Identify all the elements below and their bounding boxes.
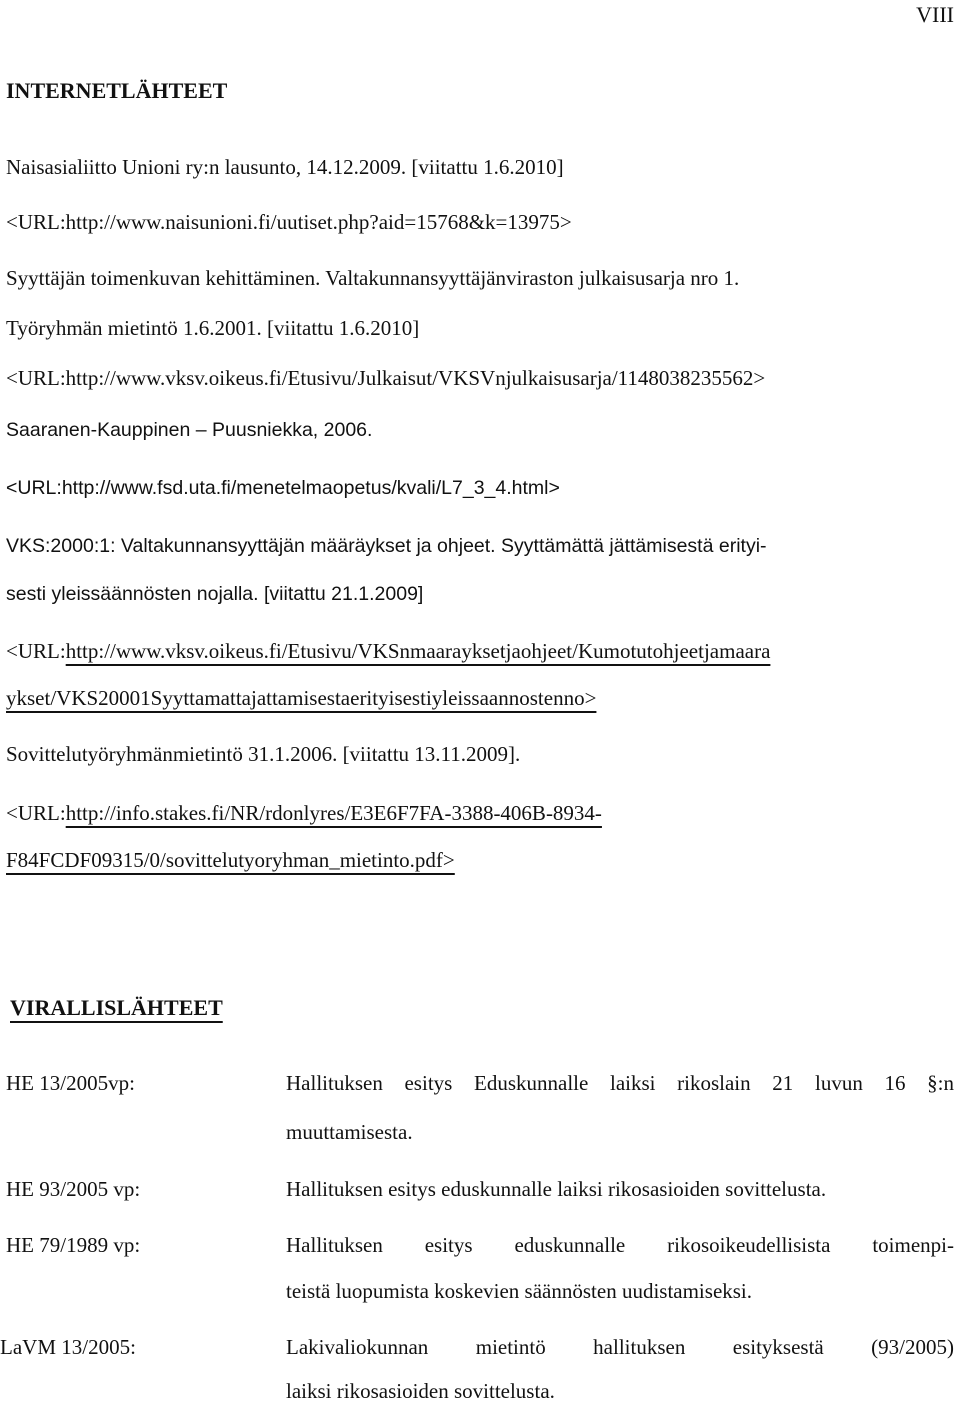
official-code: HE 79/1989 vp: bbox=[6, 1233, 141, 1257]
official-text: laiksi rikosasioiden sovittelusta. bbox=[286, 1379, 555, 1403]
section-heading-internet: INTERNETLÄHTEET bbox=[6, 78, 228, 103]
hyperlink[interactable]: F84FCDF09315/0/sovittelutyoryhman_mietinto.pdf> bbox=[6, 848, 455, 872]
official-text: Hallituksen esitys eduskunnalle rikosoikeudellisista toimenpi- bbox=[286, 1233, 954, 1257]
section-heading-official: VIRALLISLÄHTEET bbox=[10, 995, 223, 1020]
reference-url[interactable] bbox=[6, 803, 602, 824]
reference-line: Syyttäjän toimenkuvan kehittäminen. Valtakunnansyyttäjänviraston julkaisusarja nro 1. bbox=[6, 266, 740, 290]
official-text: Lakivaliokunnan mietintö hallituksen esityksestä (93/2005) bbox=[286, 1335, 954, 1359]
reference-url[interactable]: <URL:http://www.vksv.oikeus.fi/Etusivu/Julkaisut/VKSVnjulkaisusarja/1148038235562> bbox=[6, 366, 766, 390]
official-text: muuttamisesta. bbox=[286, 1120, 413, 1144]
reference-url[interactable]: <URL:http://www.naisunioni.fi/uutiset.php?aid=15768&k=13975> bbox=[6, 210, 572, 234]
reference-url[interactable] bbox=[6, 641, 770, 662]
url-prefix: <URL: bbox=[6, 801, 66, 825]
hyperlink[interactable]: http://info.stakes.fi/NR/rdonlyres/E3E6F7FA-3388-406B-8934- bbox=[65, 801, 602, 825]
reference-line: Naisasialiitto Unioni ry:n lausunto, 14.12.2009. [viitattu 1.6.2010] bbox=[6, 155, 564, 179]
reference-url[interactable]: <URL:http://www.fsd.uta.fi/menetelmaopetus/kvali/L7_3_4.html> bbox=[6, 477, 560, 499]
url-prefix: <URL: bbox=[6, 639, 66, 663]
official-code: LaVM 13/2005: bbox=[0, 1335, 136, 1359]
reference-line: Sovittelutyöryhmänmietintö 31.1.2006. [viitattu 13.11.2009]. bbox=[6, 742, 521, 766]
reference-line: sesti yleissäännösten nojalla. [viitattu 21.1.2009] bbox=[6, 583, 424, 605]
official-text: Hallituksen esitys eduskunnalle laiksi rikosasioiden sovittelusta. bbox=[286, 1177, 827, 1201]
reference-line: VKS:2000:1: Valtakunnansyyttäjän määräykset ja ohjeet. Syyttämättä jättämisestä erityi- bbox=[6, 535, 767, 557]
official-code: HE 93/2005 vp: bbox=[6, 1177, 141, 1201]
reference-line: Työryhmän mietintö 1.6.2001. [viitattu 1.6.2010] bbox=[6, 316, 420, 340]
official-code: HE 13/2005vp: bbox=[6, 1071, 135, 1095]
page-number: VIII bbox=[916, 2, 954, 27]
reference-line: Saaranen-Kauppinen – Puusniekka, 2006. bbox=[6, 419, 373, 441]
official-text: Hallituksen esitys Eduskunnalle laiksi rikoslain 21 luvun 16 §:n bbox=[286, 1071, 954, 1095]
official-text: teistä luopumista koskevien säännösten uudistamiseksi. bbox=[286, 1279, 753, 1303]
hyperlink[interactable]: ykset/VKS20001Syyttamattajattamisestaerityisestiyleissaannostenno> bbox=[6, 686, 597, 710]
hyperlink[interactable]: http://www.vksv.oikeus.fi/Etusivu/VKSnmaarayksetjaohjeet/Kumotutohjeetjamaara bbox=[65, 639, 771, 663]
